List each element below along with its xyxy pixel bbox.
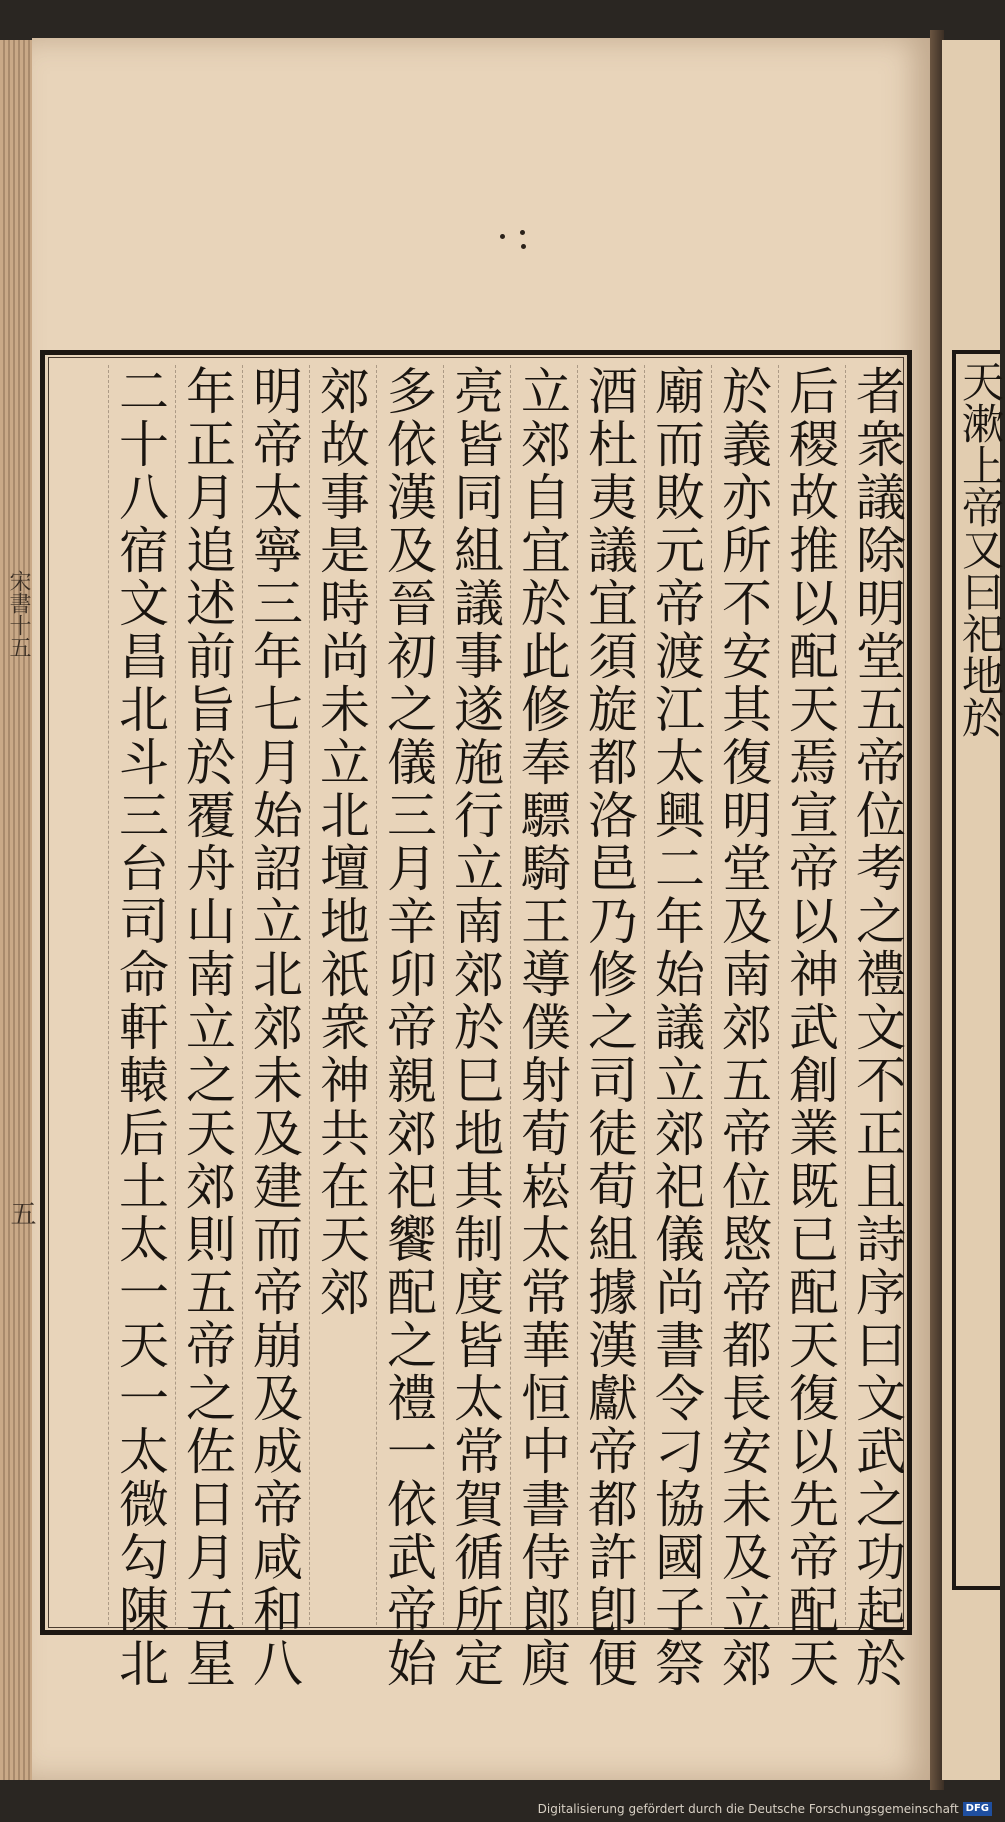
text-column: 二十八宿文昌北斗三台司命軒轅后土太一天一太微勾陳北 — [108, 365, 171, 1625]
ink-dots — [500, 230, 540, 250]
text-column: 郊故事是時尚未立北壇地祇衆神共在天郊 — [309, 365, 372, 1625]
text-column: 者衆議除明堂五帝位考之禮文不正且詩序曰文武之功起於 — [845, 365, 908, 1625]
digitization-credit — [538, 1800, 992, 1818]
page-number: 五 — [6, 1200, 36, 1226]
text-column: 多依漢及晉初之儀三月辛卯帝親郊祀饗配之禮一依武帝始 — [376, 365, 439, 1625]
text-column: 酒杜夷議宜須旋都洛邑乃修之司徒荀組據漢獻帝都許卽便 — [577, 365, 640, 1625]
credit-text: Digitalisierung gefördert durch die Deutsche Forschungsgemeinschaft — [537, 1802, 959, 1816]
text-column: 后稷故推以配天焉宣帝以神武創業既已配天復以先帝配天 — [778, 365, 841, 1625]
text-column: 明帝太寧三年七月始詔立北郊未及建而帝崩及成帝咸和八 — [242, 365, 305, 1625]
text-column: 亮皆同組議事遂施行立南郊於巳地其制度皆太常賀循所定 — [443, 365, 506, 1625]
text-column: 廟而敗元帝渡江太興二年始議立郊祀儀尚書令刁協國子祭 — [644, 365, 707, 1625]
next-page-column: 天漱上帝又曰祀地於 — [956, 360, 1005, 738]
text-column: 立郊自宜於此修奉驃騎王導僕射荀崧太常華恒中書侍郎庾 — [510, 365, 573, 1625]
margin-title: 宋書十五 — [6, 570, 31, 658]
text-columns — [60, 365, 910, 1690]
dfg-logo: DFG — [963, 1802, 992, 1816]
text-column: 年正月追述前旨於覆舟山南立之天郊則五帝之佐日月五星 — [175, 365, 238, 1625]
text-column: 於義亦所不安其復明堂及南郊五帝位愍帝都長安未及立郊 — [711, 365, 774, 1625]
